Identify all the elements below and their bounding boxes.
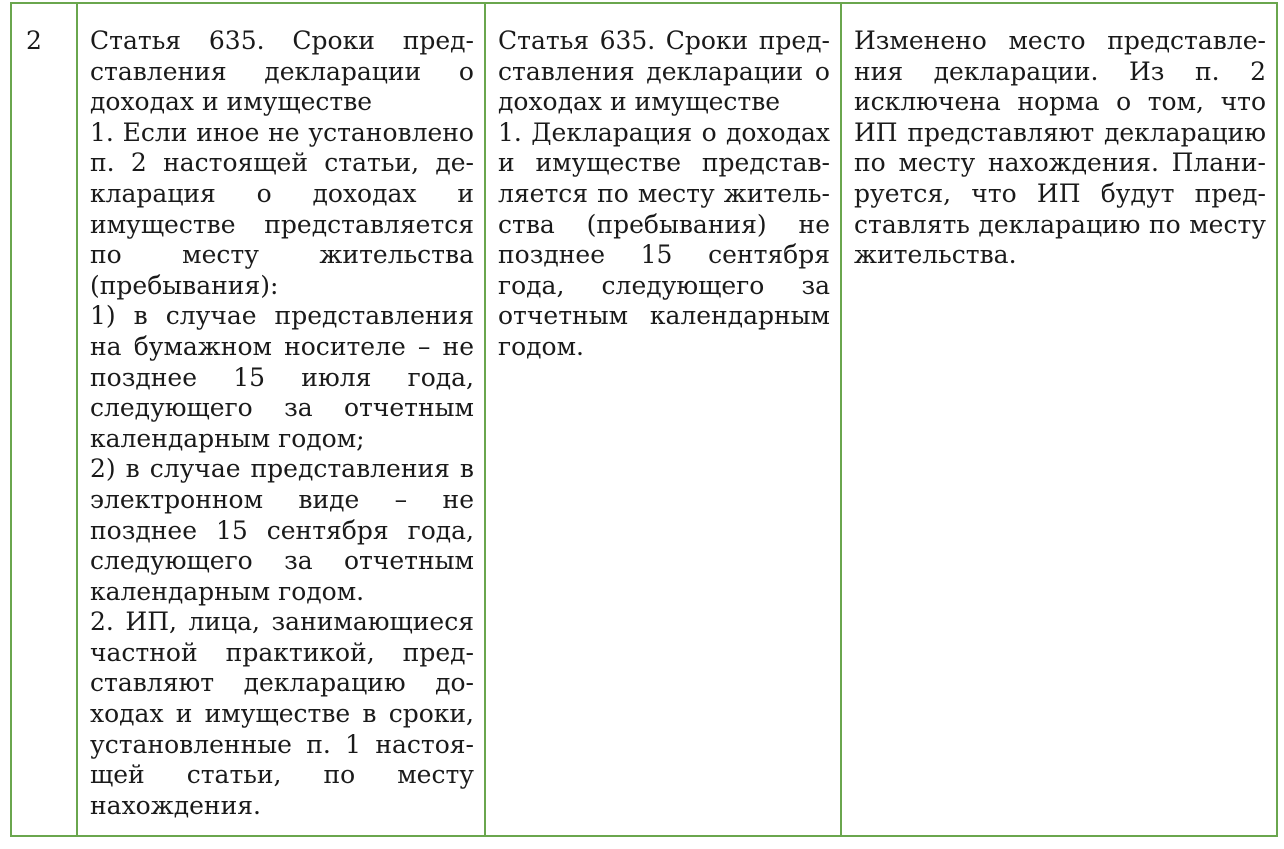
new-article-title: Статья 635. Сроки представления декларации о доходах и имуществе [498, 26, 830, 117]
comparison-table [10, 2, 1278, 837]
comment-cell [841, 3, 1277, 836]
row-number: 2 [26, 26, 42, 55]
old-paragraph-2: 2. ИП, лица, занимающиеся частной практикой, представляют декларацию доходах и имуществе в сроки, установленные п. 1 настоящей статьи, по месту нахождения. [90, 607, 474, 820]
row-number-cell [11, 3, 77, 836]
comment-paragraph: Изменено место представления декларации. Из п. 2 исключена норма о том, что ИП представляют декларацию по месту нахождения. Планируется, что ИП будут представлять декларацию по месту жительства. [854, 26, 1266, 270]
old-article-title: Статья 635. Сроки представления декларации о доходах и имуществе [90, 26, 474, 117]
old-text-cell [77, 3, 485, 836]
comment-text [854, 26, 1266, 271]
new-paragraph-1: 1. Декларация о доходах и имуществе представляется по месту жительства (пребывания) не позднее 15 сентября года, следующего за отчетным календарным годом. [498, 117, 830, 361]
table-row [11, 3, 1277, 836]
new-text-cell [485, 3, 841, 836]
old-text [90, 26, 474, 821]
old-paragraph-1: 1. Если иное не установлено п. 2 настоящей статьи, декларация о доходах и имуществе представляется по месту жительства (пребывания): [90, 117, 474, 300]
old-subparagraph-2: 2) в случае представления в электронном виде – не позднее 15 сентября года, следующего за отчетным календарным годом. [90, 454, 474, 606]
new-text [498, 26, 830, 363]
old-subparagraph-1: 1) в случае представления на бумажном носителе – не позднее 15 июля года, следующего за отчетным календарным годом; [90, 301, 474, 453]
